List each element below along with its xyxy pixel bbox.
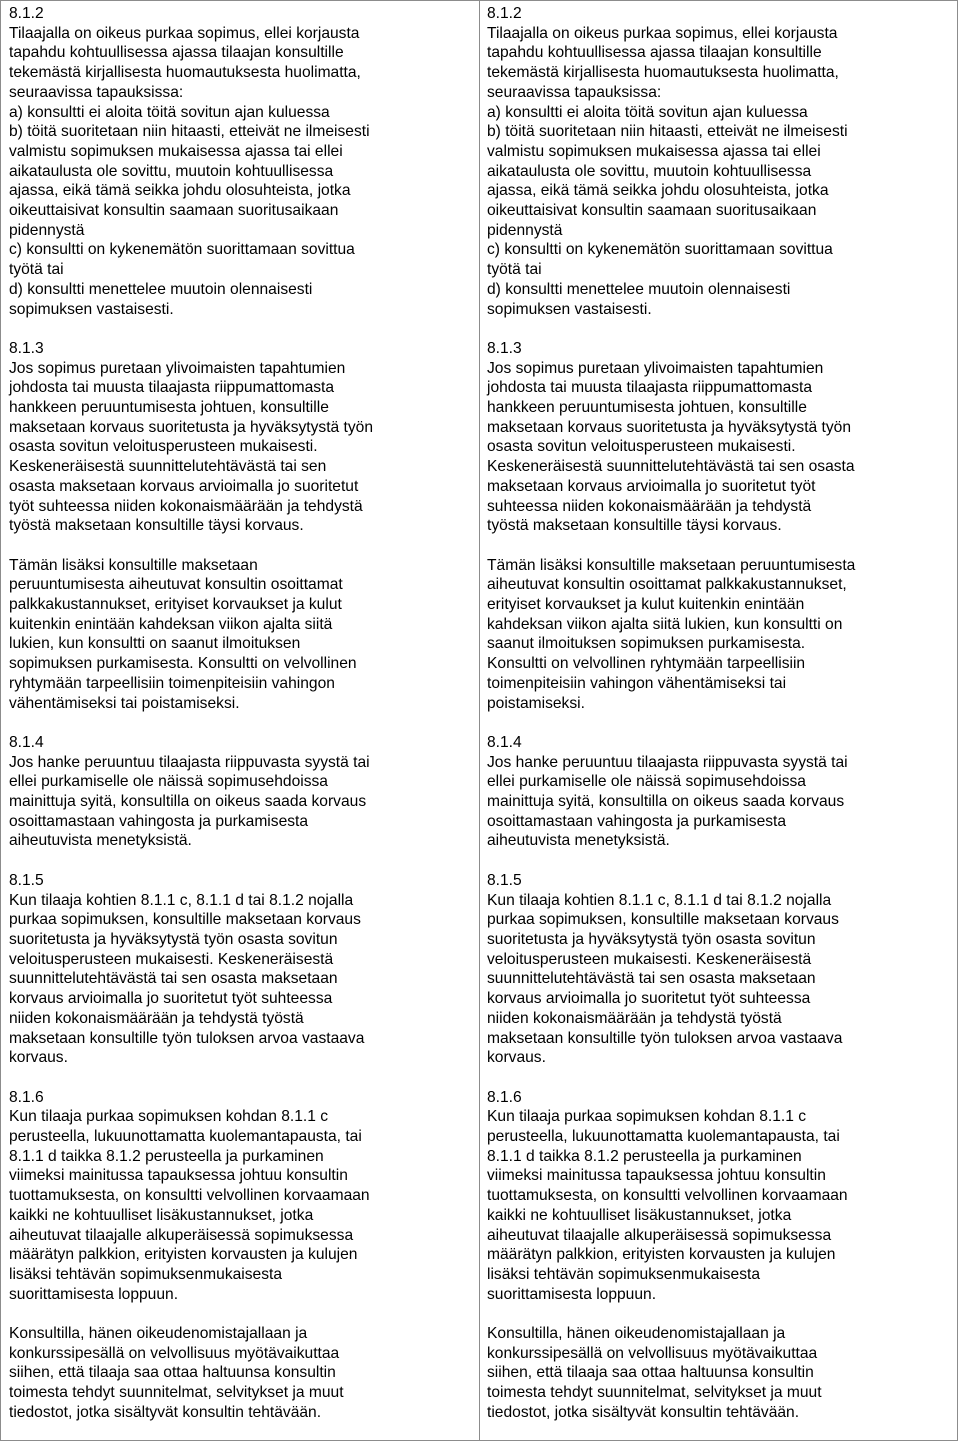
text-line: c) konsultti on kykenemätön suorittamaan sovittua <box>9 241 355 259</box>
text-line: hankkeen peruuntumisesta johtuen, konsultille <box>487 399 807 417</box>
section-s814 <box>487 733 953 851</box>
text-line: maksetaan korvaus suoritetusta ja hyväksytystä työn <box>9 418 374 436</box>
section-s812 <box>9 4 469 319</box>
text-line: seuraavissa tapauksissa: <box>9 83 184 101</box>
text-line: maksetaan konsultille työn tuloksen arvoa vastaava <box>487 1029 843 1047</box>
section-s815 <box>9 871 469 1068</box>
text-line: niiden kokonaismäärään ja tehdystä työstä <box>9 1009 304 1027</box>
text-line: korvaus. <box>9 1049 68 1067</box>
text-line: valmistu sopimuksen mukaisessa ajassa tai ellei <box>487 142 821 160</box>
text-line: perusteella, lukuunottamatta kuolemantapausta, tai <box>487 1128 840 1145</box>
text-line: aiheutuvat tilaajalle alkuperäisessä sopimuksessa <box>487 1226 832 1244</box>
text-line: kaikki ne kohtuulliset lisäkustannukset, jotka <box>487 1206 792 1224</box>
text-line: tiedostot, jotka sisältyvät konsultin tehtävään. <box>9 1403 322 1421</box>
section-p813b <box>487 556 953 714</box>
text-line: Jos hanke peruuntuu tilaajasta riippuvasta syystä tai <box>487 753 848 771</box>
text-line: siihen, että tilaaja saa ottaa haltuunsa konsultin <box>9 1364 336 1382</box>
text-line: toimesta tehdyt suunnitelmat, selvitykset ja muut <box>487 1384 822 1402</box>
text-line: Tämän lisäksi konsultille maksetaan peruuntumisesta <box>487 556 856 574</box>
right-column <box>480 1 957 1440</box>
text-line: johdosta tai muusta tilaajasta riippumattomasta <box>9 379 335 397</box>
text-line: osasta sovitun veloitusperusteen mukaisesti. <box>9 438 318 456</box>
text-line: ellei purkamiselle ole näissä sopimusehdoissa <box>9 773 328 791</box>
text-line: työtä tai <box>487 261 542 279</box>
text-line: ajassa, eikä tämä seikka johdu olosuhteista, jotka <box>9 182 351 200</box>
text-line: oikeuttaisivat konsultin saamaan suoritusaikaan <box>487 202 817 220</box>
text-line: niiden kokonaismäärään ja tehdystä työstä <box>487 1009 782 1027</box>
text-line: työstä maksetaan konsultille täysi korvaus. <box>9 517 304 535</box>
text-line: purkaa sopimuksen, konsultille maksetaan korvaus <box>487 911 839 929</box>
text-line: sopimuksen vastaisesti. <box>487 300 652 318</box>
section-s814 <box>9 733 469 851</box>
text-line: Keskeneräisestä suunnittelutehtävästä tai sen <box>9 458 327 476</box>
text-line: tekemästä kirjallisesta huomautuksesta huolimatta, <box>9 64 361 82</box>
text-line: suunnittelutehtävästä tai sen osasta maksetaan <box>487 970 816 988</box>
section-number: 8.1.5 <box>487 871 522 889</box>
text-line: Konsultilla, hänen oikeudenomistajallaan ja <box>9 1325 308 1343</box>
text-line: 8.1.1 d taikka 8.1.2 perusteella ja purkaminen <box>487 1147 802 1165</box>
text-line: c) konsultti on kykenemätön suorittamaan sovittua <box>487 241 833 259</box>
text-line: aiheutuvista menetyksistä. <box>487 832 670 850</box>
text-line: perusteella, lukuunottamatta kuolemantapausta, tai <box>9 1128 362 1145</box>
text-line: peruuntumisesta aiheutuvat konsultin osoittamat <box>9 576 343 594</box>
text-line: Tilaajalla on oikeus purkaa sopimus, ellei korjausta <box>9 24 360 42</box>
text-line: d) konsultti menettelee muutoin olennaisesti <box>487 280 791 298</box>
section-s816 <box>9 1088 469 1305</box>
section-s815 <box>487 871 953 1068</box>
text-line: d) konsultti menettelee muutoin olennaisesti <box>9 280 313 298</box>
section-number: 8.1.3 <box>487 339 522 357</box>
text-line: Keskeneräisestä suunnittelutehtävästä tai sen osasta <box>487 458 855 476</box>
text-line: tuottamuksesta, on konsultti velvollinen korvaamaan <box>487 1187 848 1205</box>
text-line: korvaus. <box>487 1049 546 1067</box>
text-line: tapahdu kohtuullisessa ajassa tilaajan konsultille <box>9 44 344 62</box>
left-column <box>1 1 480 1440</box>
text-line: suunnittelutehtävästä tai sen osasta maksetaan <box>9 970 338 988</box>
text-line: purkaa sopimuksen, konsultille maksetaan korvaus <box>9 911 361 929</box>
text-line: a) konsultti ei aloita töitä sovitun ajan kuluessa <box>487 103 808 121</box>
section-number: 8.1.4 <box>487 733 522 751</box>
text-line: aikataulusta ole sovittu, muutoin kohtuullisessa <box>487 162 812 180</box>
text-line: suoritetusta ja hyväksytystä työn osasta sovitun <box>487 930 816 948</box>
text-line: Konsultilla, hänen oikeudenomistajallaan ja <box>487 1325 786 1343</box>
text-line: aikataulusta ole sovittu, muutoin kohtuullisessa <box>9 162 334 180</box>
section-s812 <box>487 4 953 319</box>
text-line: palkkakustannukset, erityiset korvaukset ja kulut <box>9 596 342 614</box>
text-line: a) konsultti ei aloita töitä sovitun ajan kuluessa <box>9 103 330 121</box>
text-line: osoittamastaan vahingosta ja purkamisesta <box>9 812 309 830</box>
section-number: 8.1.2 <box>487 5 522 22</box>
text-line: konkurssipesällä on velvollisuus myötävaikuttaa <box>9 1344 340 1362</box>
text-line: aiheutuvat tilaajalle alkuperäisessä sopimuksessa <box>9 1226 354 1244</box>
section-s816 <box>487 1088 953 1305</box>
text-line: Jos sopimus puretaan ylivoimaisten tapahtumien <box>487 359 824 377</box>
text-line: määrätyn palkkion, erityisten korvausten ja kulujen <box>9 1246 358 1264</box>
text-line: Tämän lisäksi konsultille maksetaan <box>9 556 258 574</box>
text-line: valmistu sopimuksen mukaisessa ajassa tai ellei <box>9 142 343 160</box>
text-line: kuitenkin enintään kahdeksan viikon ajalta siitä <box>9 615 333 633</box>
text-line: tuottamuksesta, on konsultti velvollinen korvaamaan <box>9 1187 370 1205</box>
section-p813b <box>9 556 469 714</box>
text-line: erityiset korvaukset ja kulut kuitenkin enintään <box>487 596 805 614</box>
text-line: sopimuksen purkamisesta. Konsultti on velvollinen <box>9 655 357 673</box>
section-number: 8.1.5 <box>9 871 44 889</box>
text-line: kahdeksan viikon ajalta siitä lukien, kun konsultti on <box>487 615 843 633</box>
text-line: ellei purkamiselle ole näissä sopimusehdoissa <box>487 773 806 791</box>
text-line: mainittuja syitä, konsultilla on oikeus saada korvaus <box>9 793 367 811</box>
text-line: tekemästä kirjallisesta huomautuksesta huolimatta, <box>487 64 839 82</box>
text-line: siihen, että tilaaja saa ottaa haltuunsa konsultin <box>487 1364 814 1382</box>
text-line: viimeksi mainitussa tapauksessa johtuu konsultin <box>9 1167 348 1185</box>
text-line: viimeksi mainitussa tapauksessa johtuu konsultin <box>487 1167 826 1185</box>
text-line: tiedostot, jotka sisältyvät konsultin tehtävään. <box>487 1403 800 1421</box>
text-line: maksetaan korvaus suoritetusta ja hyväksytystä työn <box>487 418 852 436</box>
text-line: aiheutuvista menetyksistä. <box>9 832 192 850</box>
text-line: pidennystä <box>9 221 85 239</box>
text-line: b) töitä suoritetaan niin hitaasti, etteivät ne ilmeisesti <box>9 123 370 141</box>
text-line: määrätyn palkkion, erityisten korvausten ja kulujen <box>487 1246 836 1264</box>
text-line: b) töitä suoritetaan niin hitaasti, etteivät ne ilmeisesti <box>487 123 848 141</box>
text-line: Kun tilaaja purkaa sopimuksen kohdan 8.1.1 c <box>487 1108 807 1126</box>
text-line: veloitusperusteen mukaisesti. Keskeneräisestä <box>9 950 334 968</box>
text-line: mainittuja syitä, konsultilla on oikeus saada korvaus <box>487 793 845 811</box>
text-line: osasta maksetaan korvaus arvioimalla jo suoritetut <box>9 477 359 495</box>
text-line: ajassa, eikä tämä seikka johdu olosuhteista, jotka <box>487 182 829 200</box>
text-line: Konsultti on velvollinen ryhtymään tarpeellisiin <box>487 655 806 673</box>
text-line: maksetaan korvaus arvioimalla jo suoritetut työt <box>487 477 816 495</box>
text-line: korvaus arvioimalla jo suoritetut työt suhteessa <box>487 990 811 1008</box>
text-line: seuraavissa tapauksissa: <box>487 83 662 101</box>
text-line: johdosta tai muusta tilaajasta riippumattomasta <box>487 379 813 397</box>
section-p816b <box>487 1324 953 1423</box>
text-line: 8.1.1 d taikka 8.1.2 perusteella ja purkaminen <box>9 1147 324 1165</box>
text-line: kaikki ne kohtuulliset lisäkustannukset, jotka <box>9 1206 314 1224</box>
text-line: Jos hanke peruuntuu tilaajasta riippuvasta syystä tai <box>9 753 370 771</box>
text-line: suoritetusta ja hyväksytystä työn osasta sovitun <box>9 930 338 948</box>
text-line: Kun tilaaja kohtien 8.1.1 c, 8.1.1 d tai 8.1.2 nojalla <box>487 891 832 909</box>
text-line: osasta sovitun veloitusperusteen mukaisesti. <box>487 438 796 456</box>
section-number: 8.1.4 <box>9 733 44 751</box>
section-s813 <box>9 339 469 536</box>
text-line: suorittamisesta loppuun. <box>487 1285 657 1303</box>
text-line: ryhtymään tarpeellisiin toimenpiteisiin vahingon <box>9 674 335 692</box>
text-line: toimesta tehdyt suunnitelmat, selvitykset ja muut <box>9 1384 344 1402</box>
section-number: 8.1.6 <box>487 1088 522 1106</box>
text-line: sopimuksen vastaisesti. <box>9 300 174 318</box>
text-line: maksetaan konsultille työn tuloksen arvoa vastaava <box>9 1029 365 1047</box>
text-line: tapahdu kohtuullisessa ajassa tilaajan konsultille <box>487 44 822 62</box>
text-line: korvaus arvioimalla jo suoritetut työt suhteessa <box>9 990 333 1008</box>
text-line: saanut ilmoituksen sopimuksen purkamisesta. <box>487 635 806 653</box>
text-line: lisäksi tehtävän sopimuksenmukaisesta <box>487 1265 761 1283</box>
text-line: pidennystä <box>487 221 563 239</box>
text-line: Tilaajalla on oikeus purkaa sopimus, ellei korjausta <box>487 24 838 42</box>
section-number: 8.1.2 <box>9 5 44 22</box>
text-line: Jos sopimus puretaan ylivoimaisten tapahtumien <box>9 359 346 377</box>
text-line: aiheutuvat konsultin osoittamat palkkakustannukset, <box>487 576 847 594</box>
text-line: työstä maksetaan konsultille täysi korvaus. <box>487 517 782 535</box>
text-line: työt suhteessa niiden kokonaismäärään ja tehdystä <box>9 497 363 515</box>
text-line: lisäksi tehtävän sopimuksenmukaisesta <box>9 1265 283 1283</box>
section-number: 8.1.6 <box>9 1088 44 1106</box>
text-line: suorittamisesta loppuun. <box>9 1285 179 1303</box>
text-line: veloitusperusteen mukaisesti. Keskeneräisestä <box>487 950 812 968</box>
text-line: suhteessa niiden kokonaismäärään ja tehdystä <box>487 497 812 515</box>
text-line: hankkeen peruuntumisesta johtuen, konsultille <box>9 399 329 417</box>
text-line: toimenpiteisiin vahingon vähentämiseksi tai <box>487 674 787 692</box>
text-line: konkurssipesällä on velvollisuus myötävaikuttaa <box>487 1344 818 1362</box>
section-number: 8.1.3 <box>9 339 44 357</box>
text-line: oikeuttaisivat konsultin saamaan suoritusaikaan <box>9 202 339 220</box>
section-p816b <box>9 1324 469 1423</box>
text-line: työtä tai <box>9 261 64 279</box>
text-line: lukien, kun konsultti on saanut ilmoituksen <box>9 635 301 653</box>
text-line: Kun tilaaja purkaa sopimuksen kohdan 8.1.1 c <box>9 1108 329 1126</box>
section-s813 <box>487 339 953 536</box>
text-line: vähentämiseksi tai poistamiseksi. <box>9 694 240 712</box>
text-line: Kun tilaaja kohtien 8.1.1 c, 8.1.1 d tai 8.1.2 nojalla <box>9 891 354 909</box>
text-line: osoittamastaan vahingosta ja purkamisesta <box>487 812 787 830</box>
text-line: poistamiseksi. <box>487 694 585 712</box>
